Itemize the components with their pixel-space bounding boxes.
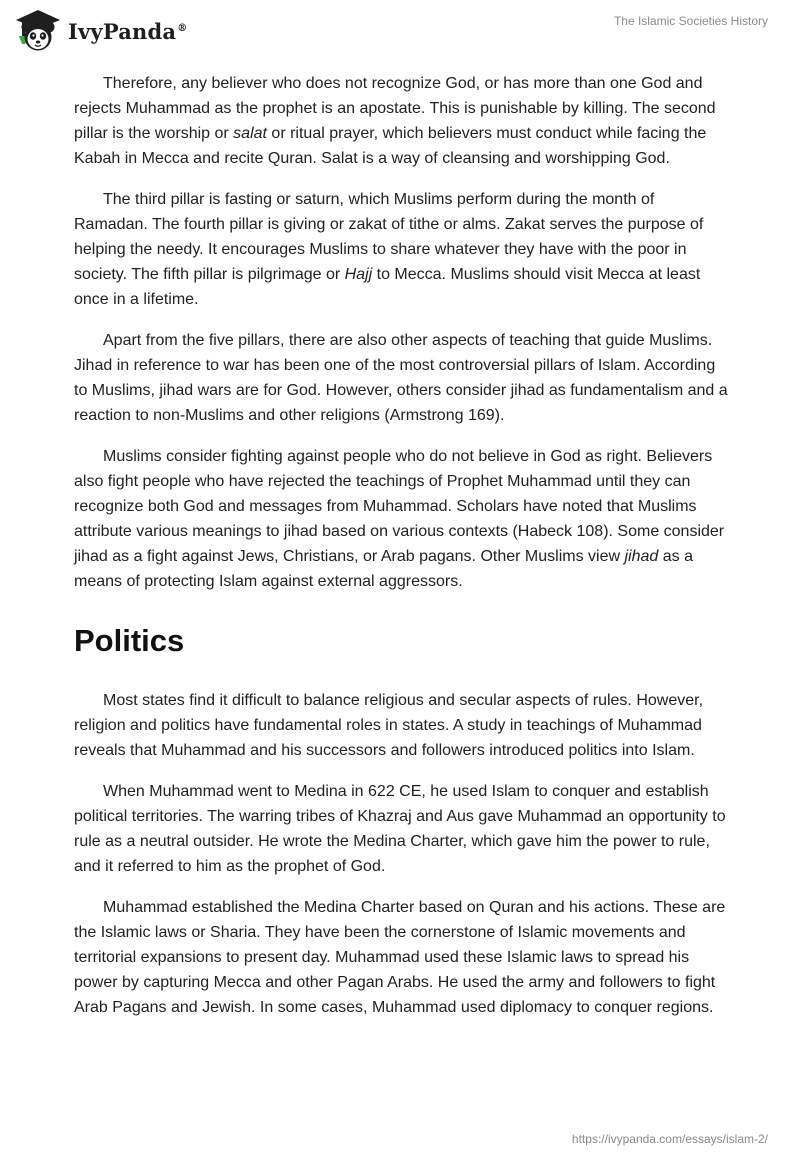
registered-mark: ® (177, 22, 188, 34)
paragraph-text: Therefore, any believer who does not recognize God, or has more than one God and rejects Muhammad as the prophet is an apostate. This is punishable by killing. The second pillar is the worship or (74, 75, 716, 142)
paragraph-text: Muhammad established the Medina Charter based on Quran and his actions. These are the Islamic laws or Sharia. They have been the cornerstone of Islamic movements and territorial expansions to present day. Muhammad used these Islamic laws to spread his power by capturing Mecca and other Pagan Arabs. He used the army and followers to fight Arab Pagans and Jewish. In some cases, Muhammad used diplomacy to conquer regions. (74, 899, 726, 1016)
brand-logo[interactable] (14, 8, 187, 54)
paragraph-text: When Muhammad went to Medina in 622 CE, he used Islam to conquer and establish political territories. The warring tribes of Khazraj and Aus gave Muhammad an opportunity to rule as a neutral outsider. He wrote the Medina Charter, which gave him the power to rule, and it referred to him as the prophet of God. (74, 783, 726, 875)
paragraph-text: as a means of protecting Islam against external aggressors. (74, 548, 693, 590)
paragraph-text: Apart from the five pillars, there are also other aspects of teaching that guide Muslims. Jihad in reference to war has been one of the most controversial pillars of Islam. According to Muslims, jihad wars are for God. However, others consider jihad as fundamentalism and a reaction to non-Muslims and other religions (Armstrong 169). (74, 332, 728, 424)
paragraph-text: The third pillar is fasting or saturn, which Muslims perform during the month of Ramadan. The fourth pillar is giving or zakat of tithe or alms. Zakat serves the purpose of helping the needy. It encourages Muslims to share whatever they have with the poor in society. The fifth pillar is pilgrimage or (74, 191, 704, 283)
paragraphs-before-section (74, 71, 730, 594)
emphasized-term: salat (233, 125, 267, 142)
body-paragraph (74, 187, 730, 312)
paragraph-text: or ritual prayer, which believers must conduct while facing the Kabah in Mecca and recite Quran. Salat is a way of cleansing and worshipping God. (74, 125, 707, 167)
paragraph-text: to Mecca. Muslims should visit Mecca at least once in a lifetime. (74, 266, 701, 308)
section-heading: Politics (74, 623, 185, 658)
essay-body (74, 71, 730, 1036)
emphasized-term: Hajj (344, 266, 373, 283)
panda-graduate-icon (14, 8, 62, 54)
emphasized-term: jihad (624, 548, 659, 565)
body-paragraph (74, 444, 730, 594)
body-paragraph (74, 328, 730, 428)
footer-url[interactable]: https://ivypanda.com/essays/islam-2/ (571, 1132, 768, 1146)
body-paragraph (74, 71, 730, 171)
paragraph-text: Most states find it difficult to balance religious and secular aspects of rules. However, religion and politics have fundamental roles in states. A study in teachings of Muhammad reveals that Muhammad and his successors and followers introduced politics into Islam. (74, 692, 704, 759)
brand-name: IvyPanda® (68, 18, 188, 44)
body-paragraph (74, 688, 730, 763)
page-header (0, 0, 800, 60)
paragraph-text: Muslims consider fighting against people who do not believe in God as right. Believers also fight people who have rejected the teachings of Prophet Muhammad until they can recognize both God and messages from Muhammad. Scholars have noted that Muslims attribute various meanings to jihad based on various contexts (Habeck 108). Some consider jihad as a fight against Jews, Christians, or Arab pagans. Other Muslims view (74, 448, 725, 565)
body-paragraph (74, 779, 730, 879)
paragraphs-politics-section (74, 688, 730, 1020)
body-paragraph (74, 895, 730, 1020)
document-title: The Islamic Societies History (613, 14, 768, 28)
